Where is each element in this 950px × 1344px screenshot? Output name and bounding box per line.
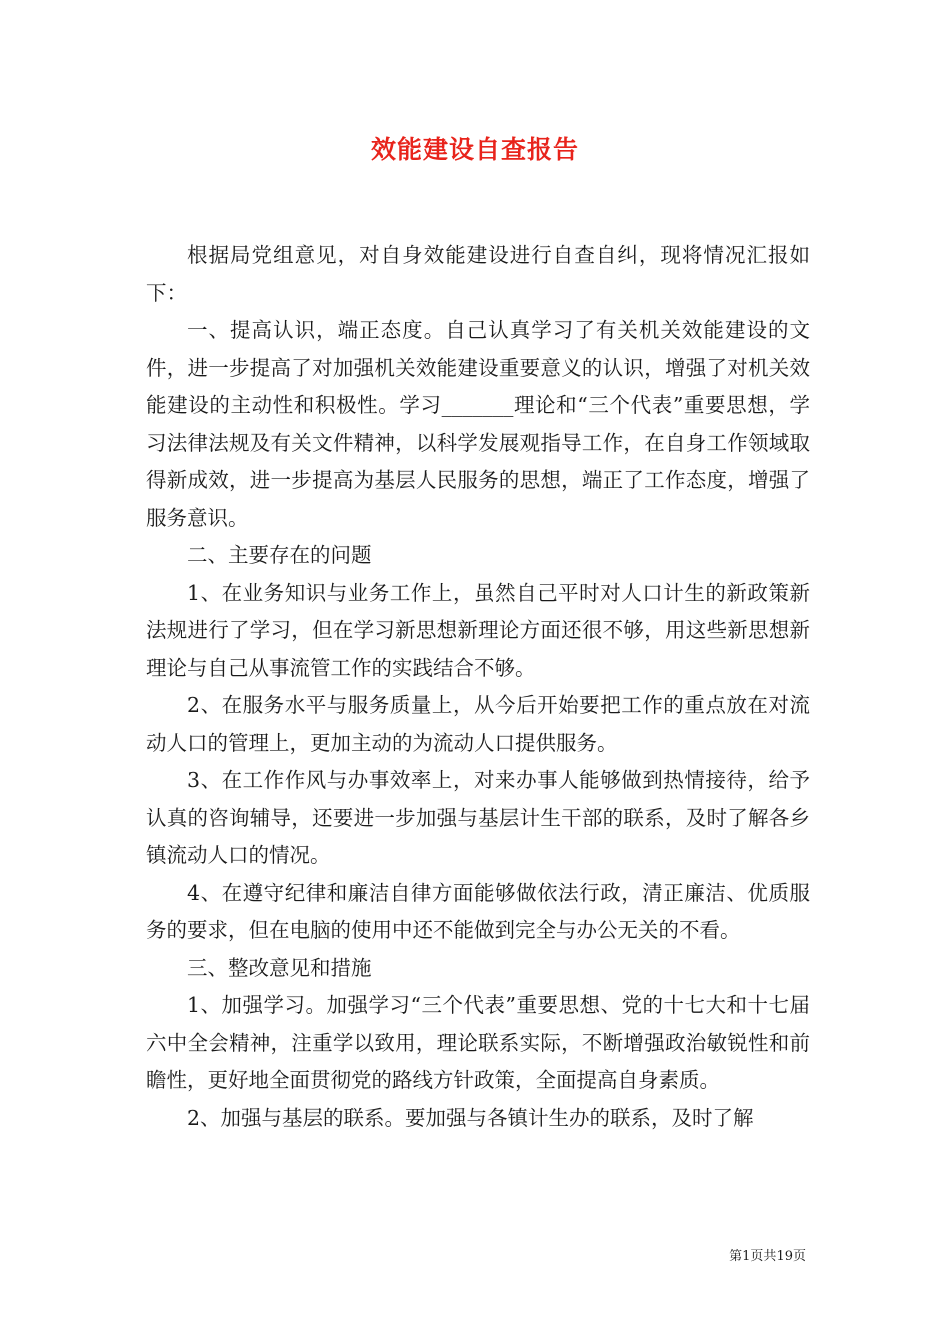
- footer-prefix: 第: [729, 1249, 743, 1264]
- heading-section-3: 三、整改意见和措施: [187, 955, 372, 980]
- paragraph-issue-2: 2、在服务水平与服务质量上，从今后开始要把工作的重点放在对流动人口的管理上，更加主动的为流动人口提供服务。: [146, 693, 810, 755]
- paragraph-issue-1: 1、在业务知识与业务工作上，虽然自己平时对人口计生的新政策新法规进行了学习，但在学习新思想新理论方面还很不够，用这些新思想新理论与自己从事流管工作的实践结合不够。: [146, 580, 810, 680]
- paragraph-intro: 根据局党组意见，对自身效能建设进行自查自纠，现将情况汇报如下：: [146, 243, 810, 305]
- paragraph-section-1: 一、提高认识，端正态度。自己认真学习了有关机关效能建设的文件，进一步提高了对加强机关效能建设重要意义的认识，增强了对机关效能建设的主动性和积极性。学习_______理论和“三个代表”重要思想，学习法律法规及有关文件精神，以科学发展观指导工作，在自身工作领域取得新成效，进一步提高为基层人民服务的思想，端正了工作态度，增强了服务意识。: [146, 318, 810, 530]
- footer-page-number: 1: [742, 1249, 751, 1264]
- paragraph-issue-3: 3、在工作作风与办事效率上，对来办事人能够做到热情接待，给予认真的咨询辅导，还要进一步加强与基层计生干部的联系，及时了解各乡镇流动人口的情况。: [146, 768, 810, 867]
- heading-section-2: 二、主要存在的问题: [187, 543, 372, 567]
- page-footer: [0, 1245, 806, 1264]
- footer-middle: 页共: [750, 1249, 777, 1264]
- paragraph-measure-1: 1、加强学习。加强学习“三个代表”重要思想、党的十七大和十七届六中全会精神，注重学以致用，理论联系实际，不断增强政治敏锐性和前瞻性，更好地全面贯彻党的路线方针政策，全面提高自身素质。: [146, 993, 810, 1092]
- document-title: 效能建设自查报告: [370, 135, 579, 164]
- footer-suffix: 页: [792, 1249, 806, 1264]
- paragraph-issue-4: 4、在遵守纪律和廉洁自律方面能够做依法行政，清正廉洁、优质服务的要求，但在电脑的使用中还不能做到完全与办公无关的不看。: [146, 880, 810, 942]
- document-body: [146, 237, 810, 1137]
- paragraph-measure-2: 2、加强与基层的联系。要加强与各镇计生办的联系，及时了解: [187, 1105, 754, 1130]
- footer-total-pages: 19: [776, 1249, 793, 1264]
